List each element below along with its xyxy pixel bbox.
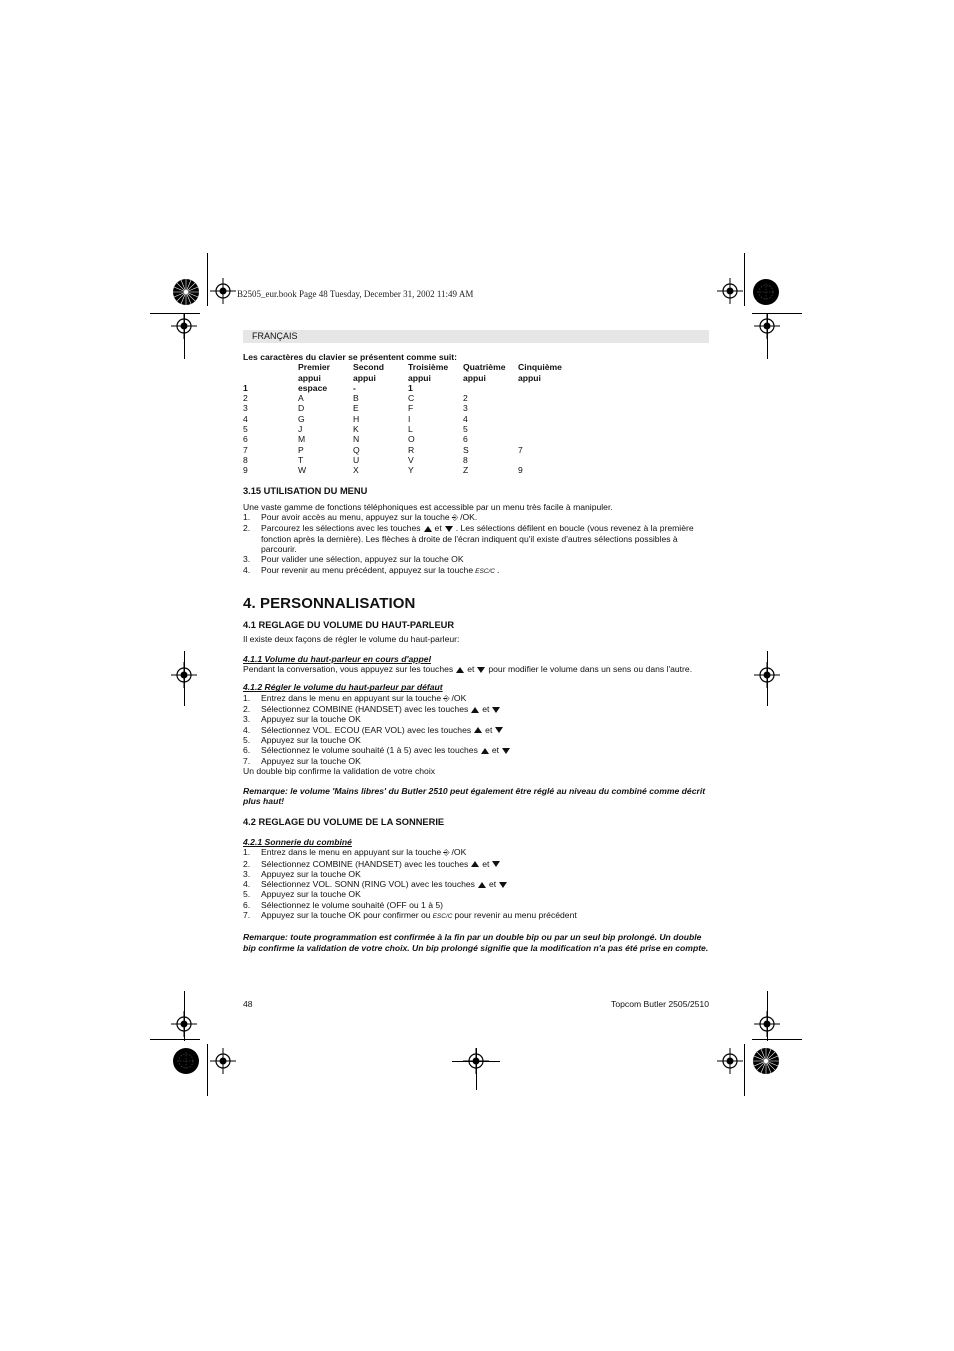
subsection-title-4-1-2: 4.1.2 Régler le volume du haut-parleur par défaut [243,682,443,693]
list-item: 5. Appuyez sur la touche OK [243,734,361,745]
menu-steps-list [243,512,709,577]
section-title-3-15: 3.15 UTILISATION DU MENU [243,485,368,496]
esc-c-key-icon: ESC/C [432,913,453,921]
ring-volume-steps-list [243,847,709,922]
down-arrow-icon [445,526,453,532]
crosshair-target-icon [717,1048,743,1074]
crosshair-target-icon [717,278,743,304]
keyboard-intro: Les caractères du clavier se présentent comme suit: [243,352,457,362]
crosshair-target-icon [754,313,780,339]
table-header-cell: Quatrième appui [463,362,506,383]
table-row: 7 P Q R S 7 [243,444,523,455]
table-row: 4 G H I 4 [243,413,468,424]
crop-line [752,1039,802,1040]
default-volume-steps-list [243,693,709,766]
crosshair-target-icon [754,662,780,688]
page-number: 48 [243,999,253,1009]
down-arrow-icon [492,861,500,867]
down-arrow-icon [502,748,510,754]
crop-line [476,1048,477,1090]
list-item: 1. Entrez dans le menu en appuyant sur la touche ⎆ /OK [243,847,467,858]
subsection-title-4-1-1: 4.1.1 Volume du haut-parleur en cours d'appel [243,653,431,664]
section-intro: Une vaste gamme de fonctions téléphoniques est accessible par un menu très facile à manipuler. [243,501,613,512]
list-item: 2. Parcourez les sélections avec les touches et . Les sélections défilent en boucle (vous revenez à la première fonction après la dernière). Les flèches à droite de l'écran indiquent qu'il existe d'autres sélections possibles à parcourir. [243,523,694,555]
crosshair-target-icon [171,313,197,339]
up-arrow-icon [456,667,464,673]
list-item: 2. Sélectionnez COMBINE (HANDSET) avec les touches et [243,704,709,714]
section-intro: Il existe deux façons de régler le volume du haut-parleur: [243,633,460,644]
table-header-cell: Cinquième appui [518,362,562,383]
list-item: 3. Appuyez sur la touche OK [243,714,361,725]
footer-product: Topcom Butler 2505/2510 [611,999,709,1009]
table-header-row [243,362,573,383]
section-title-4-1: 4.1 REGLAGE DU VOLUME DU HAUT-PARLEUR [243,620,455,631]
language-header-bar [243,330,709,343]
list-item: 6. Sélectionnez le volume souhaité (1 à 5) avec les touches et [243,745,709,755]
table-header-cell: Premier appui [298,362,331,383]
up-arrow-icon [471,861,479,867]
down-arrow-icon [499,882,507,888]
starburst-target-icon [751,1046,781,1076]
target-icon [751,277,781,307]
crosshair-target-icon [210,1048,236,1074]
page-content [243,352,709,953]
menu-key-icon: ⎆ [443,693,450,703]
menu-key-icon: ⎆ [443,848,450,858]
table-header-cell: Troisième appui [408,362,449,383]
crosshair-target-icon [171,662,197,688]
target-icon [171,1046,201,1076]
table-row: 2 A B C 2 [243,393,468,404]
esc-c-key-icon: ESC/C [475,567,495,575]
table-row: 5 J K L 5 [243,424,468,435]
crop-line [744,253,745,306]
up-arrow-icon [474,727,482,733]
crop-line [207,253,208,306]
list-item: 3. Pour valider une sélection, appuyez sur la touche OK [243,554,464,565]
list-item: 6. Sélectionnez le volume souhaité (OFF ou 1 à 5) [243,899,443,910]
crosshair-target-icon [171,1011,197,1037]
list-item: 5. Appuyez sur la touche OK [243,889,361,900]
remark-hands-free: Remarque: le volume 'Mains libres' du Butler 2510 peut également être réglé au niveau du combiné comme décrit plus haut! [243,786,706,807]
list-item: 4. Sélectionnez VOL. ECOU (EAR VOL) avec les touches et [243,725,709,735]
list-item: 3. Appuyez sur la touche OK [243,868,361,879]
up-arrow-icon [481,748,489,754]
down-arrow-icon [495,727,503,733]
confirm-note: Un double bip confirme la validation de votre choix [243,765,436,776]
table-row: 9 W X Y Z 9 [243,465,523,476]
crop-line [744,1044,745,1096]
table-row: 1 espace - 1 [243,382,413,393]
up-arrow-icon [471,707,479,713]
table-header-cell: Second appui [353,362,385,383]
list-item: 1. Entrez dans le menu en appuyant sur la touche ⎆ /OK [243,692,467,703]
list-item: 4. Pour revenir au menu précédent, appuyez sur la touche ESC/C . [243,565,709,577]
crosshair-target-icon [210,278,236,304]
table-row: 8 T U V 8 [243,454,468,465]
down-arrow-icon [492,707,500,713]
language-label: FRANÇAIS [252,331,298,341]
list-item: 4. Sélectionnez VOL. SONN (RING VOL) avec les touches et [243,879,709,889]
subsection-title-4-2-1: 4.2.1 Sonnerie du combiné [243,836,352,847]
starburst-target-icon [171,277,201,307]
table-row: 3 D E F 3 [243,403,468,414]
list-item: 2. Sélectionnez COMBINE (HANDSET) avec les touches et [243,859,709,869]
chapter-title: 4. PERSONNALISATION [243,594,416,612]
up-arrow-icon [478,882,486,888]
list-item: 7. Appuyez sur la touche OK pour confirmer ou ESC/C pour revenir au menu précédent [243,910,709,922]
list-item: 1. Pour avoir accès au menu, appuyez sur la touche ⎆ /OK. [243,512,478,523]
print-header: B2505_eur.book Page 48 Tuesday, December 31, 2002 11:49 AM [237,289,474,299]
table-row: 6 M N O 6 [243,434,468,445]
menu-key-icon: ⎆ [451,513,459,523]
down-arrow-icon [477,667,485,673]
crop-line [207,1044,208,1096]
up-arrow-icon [424,526,432,532]
section-title-4-2: 4.2 REGLAGE DU VOLUME DE LA SONNERIE [243,816,445,827]
crop-line [150,1039,200,1040]
paragraph: Pendant la conversation, vous appuyez sur les touches et pour modifier le volume dans un sens ou dans l'autre. [243,664,693,675]
keyboard-table [243,362,573,475]
remark-programming: Remarque: toute programmation est confirmée à la fin par un double bip ou par un seul bip prolongé. Un double bip confirme la validation de votre choix. Un bip prolongé signifie que la modification n'a pas été prise en compte. [243,932,709,953]
list-item: 7. Appuyez sur la touche OK [243,755,361,766]
crosshair-target-icon [754,1011,780,1037]
